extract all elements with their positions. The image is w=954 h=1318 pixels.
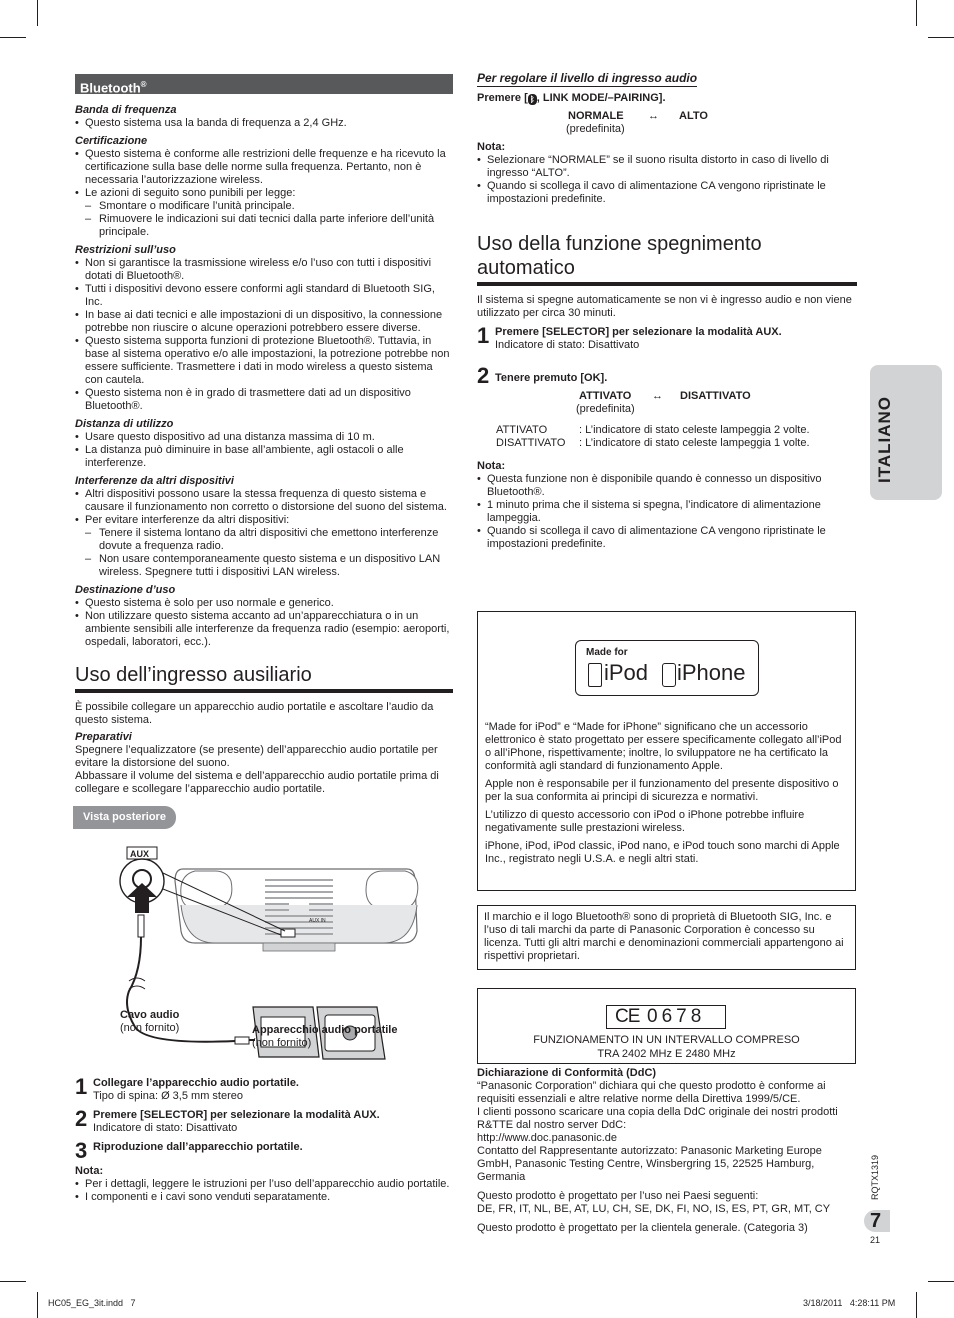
aux-jack-label: AUX — [130, 849, 150, 859]
list-item: • Altri dispositivi possono usare la stessa frequenza di questo sistema e causare il funzionamento non corretto o distorsione del suono del sistema. — [75, 488, 453, 514]
level-press — [477, 92, 857, 105]
step-number: 1 — [75, 1074, 88, 1099]
page-sub-number: 21 — [870, 1235, 881, 1245]
list-item: • 1 minuto prima che il sistema si spegna, l’indicatore di alimentazione lampeggia. — [477, 499, 857, 525]
doc-code: RQTX1319 — [870, 1154, 880, 1200]
prep-heading: Preparativi — [75, 731, 132, 743]
freq-range-line-1: FUNZIONAMENTO IN UN INTERVALLO COMPRESO — [533, 1034, 800, 1046]
restr-heading: Restrizioni sull’uso — [75, 244, 176, 256]
list-item: • Questo sistema usa la banda di frequenza a 2,4 GHz. — [75, 117, 453, 130]
freq-range-line-2: TRA 2402 MHz E 2480 MHz — [597, 1048, 736, 1060]
aux-connection-illustration — [75, 831, 453, 1071]
cable-caption — [120, 1009, 179, 1035]
ce-mark: CE — [615, 1006, 640, 1027]
registered-mark: ® — [140, 80, 147, 89]
apple-paragraph: “Made for iPod” e “Made for iPhone” significano che un accessorio elettronico è stato progettato per essere specificamente collegato all’iPod o all’iPhone, rispettivamente; inoltre, lo sviluppatore ne ha certificato la conformità agli standard di funzionamento Apple. — [485, 721, 842, 772]
interf-dash-list — [75, 527, 453, 579]
row-value: : L’indicatore di stato celeste lampeggia 2 volte. — [579, 424, 810, 436]
iphone-icon — [662, 663, 676, 687]
dist-list — [75, 431, 453, 470]
list-item: – Smontare o modificare l’unità principale. — [75, 200, 453, 213]
restr-list — [75, 257, 453, 413]
level-default: (predefinita) — [566, 123, 625, 135]
step-number: 1 — [477, 323, 490, 348]
level-heading: Per regolare il livello di ingresso audio — [477, 71, 698, 85]
list-item: • Questo sistema non è in grado di trasmettere dati ad un dispositivo Bluetooth®. — [75, 387, 453, 413]
aux-nota-list — [75, 1178, 453, 1204]
interf-list — [75, 488, 453, 527]
level-options — [477, 105, 857, 133]
cable-sub: (non fornito) — [120, 1022, 180, 1034]
dest-heading: Destinazione d’uso — [75, 584, 176, 596]
level-normale: NORMALE — [568, 110, 624, 122]
bluetooth-icon: ᛒ — [528, 94, 537, 105]
step-title: Collegare l’apparecchio audio portatile. — [93, 1077, 299, 1089]
prep-text-2: Abbassare il volume del sistema e dell’apparecchio audio portatile prima di collegare e scollegare l’apparecchio audio portatile. — [75, 770, 439, 795]
ddc-countries: DE, FR, IT, NL, BE, AT, LU, CH, SE, DK, FI, NO, IS, ES, PT, GR, MT, CY — [477, 1203, 831, 1215]
aux-intro: È possibile collegare un apparecchio audio portatile e ascoltare l’audio da questo sistema. — [75, 701, 434, 726]
footer-timestamp: 3/18/2011 4:28:11 PM — [803, 1298, 896, 1308]
made-for-ipod-iphone-logo — [575, 640, 759, 696]
list-item: • Questo sistema è conforme alle restrizioni delle frequenze e ha ricevuto la certificazione sulla base delle norme sulla frequenza. Pertanto, non è necessaria l’autorizzazione wireless. — [75, 148, 453, 187]
apple-paragraph: Apple non è responsabile per il funzionamento del presente dispositivo o per la sua conformita ai principi di sicurezza e normativi. — [485, 778, 839, 803]
list-item: • Selezionare “NORMALE” se il suono risulta distorto in caso di livello di ingresso “ALTO”. — [477, 154, 857, 180]
list-item: • Questo sistema supporta funzioni di protezione Bluetooth®. Tuttavia, in base al sistema operativo e/o alle impostazioni, la potrezione potrebbe non essere sufficiente. Trasmettere i dati in modo wireless a questo sistema con cautela. — [75, 335, 453, 387]
step-number: 2 — [75, 1106, 88, 1131]
list-item: • La distanza può diminuire in base all’ambiente, agli ostacoli o alle interferenze. — [75, 444, 453, 470]
level-press-prefix: Premere [ — [477, 92, 528, 104]
step-detail: Indicatore di stato: Disattivato — [93, 1122, 238, 1134]
list-item: • Non utilizzare questo sistema accanto ad un’apparecchiatura o in un ambiente sensibili alle interferenze da frequenza radio (esempio: aeroporti, ospedali, laboratori, ecc.). — [75, 610, 453, 649]
level-arrow-icon: ↔ — [648, 110, 659, 122]
list-item: • Per i dettagli, leggere le istruzioni per l’uso dell’apparecchio audio portatile. — [75, 1178, 453, 1191]
aux-in-label: AUX IN — [309, 918, 326, 924]
apple-paragraph: iPhone, iPod, iPod classic, iPod nano, e iPod touch sono marchi di Apple Inc., registrato negli U.S.A. e negli altri stati. — [485, 840, 840, 865]
step-number: 2 — [477, 363, 490, 388]
auto-off-intro: Il sistema si spegne automaticamente se non vi è ingresso audio e non viene utilizzato per circa 30 minuti. — [477, 294, 852, 319]
interf-heading: Interferenze da altri dispositivi — [75, 475, 234, 487]
row-key: DISATTIVATO — [496, 437, 566, 449]
auto-nota-heading: Nota: — [477, 460, 506, 472]
madefor-small: Made for — [586, 647, 628, 658]
list-item: • I componenti e i cavi sono venduti separatamente. — [75, 1191, 453, 1204]
cert-list — [75, 148, 453, 200]
bt-trademark-box — [477, 905, 856, 970]
aux-section-title: Uso dell’ingresso ausiliario — [75, 663, 453, 693]
step-detail: Indicatore di stato: Disattivato — [495, 339, 640, 351]
list-item: • Tutti i dispositivi devono essere conformi agli standard di Bluetooth SIG, Inc. — [75, 283, 453, 309]
bluetooth-section-header — [75, 74, 453, 94]
prep-text-1: Spegnere l’equalizzatore (se presente) dell’apparecchio audio portatile per evitare la distorsione del suono. — [75, 744, 438, 769]
opt-attivato: ATTIVATO — [579, 390, 632, 402]
step-title: Premere [SELECTOR] per selezionare la modalità AUX. — [93, 1109, 380, 1121]
aux-step-3 — [75, 1138, 453, 1163]
dest-list — [75, 597, 453, 649]
auto-options — [477, 386, 857, 416]
language-tab — [870, 365, 942, 500]
step-detail: Tipo di spina: Ø 3,5 mm stereo — [93, 1090, 243, 1102]
ddc-paragraph: Questo prodotto è progettato per la clientela generale. (Categoria 3) — [477, 1222, 808, 1234]
apple-text — [485, 721, 847, 866]
row-key: ATTIVATO — [496, 424, 548, 436]
ddc-url: http://www.doc.panasonic.de — [477, 1132, 618, 1144]
ddc-paragraph: Questo prodotto è progettato per l’uso nei Paesi seguenti: — [477, 1190, 759, 1202]
auto-step-1 — [477, 323, 857, 352]
aux-nota-heading: Nota: — [75, 1165, 104, 1177]
auto-default: (predefinita) — [576, 403, 635, 415]
portable-label: Apparecchio audio portatile — [252, 1024, 398, 1036]
aux-step-2 — [75, 1106, 453, 1135]
ipod-icon — [588, 663, 602, 687]
aux-step-1 — [75, 1074, 453, 1103]
cert-dash-list — [75, 200, 453, 239]
list-item: • Quando si scollega il cavo di alimentazione CA vengono ripristinate le impostazioni predefinite. — [477, 180, 857, 206]
level-press-suffix: , LINK MODE/–PAIRING]. — [536, 92, 666, 104]
language-tab-label: ITALIANO — [875, 395, 894, 483]
list-item: • Per evitare interferenze da altri dispositivi: — [75, 514, 453, 527]
list-item: • Usare questo dispositivo ad una distanza massima di 10 m. — [75, 431, 453, 444]
bt-trademark-text: Il marchio e il logo Bluetooth® sono di proprietà di Bluetooth SIG, Inc. e l’uso di tali marchi da parte di Panasonic Corporation è concesso su licenza. Tutti gli altri marchi e denominazioni commerciali appartengono ai rispettivi proprietari. — [484, 911, 844, 962]
step-title: Tenere premuto [OK]. — [495, 372, 608, 384]
list-item: • Questo sistema è solo per uso normale e generico. — [75, 597, 453, 610]
level-nota-list — [477, 154, 857, 206]
list-item: • Non si garantisce la trasmissione wireless e/o l’uso con tutti i dispositivi dotati di Bluetooth®. — [75, 257, 453, 283]
level-nota-heading: Nota: — [477, 141, 506, 153]
ddc-heading: Dichiarazione di Conformità (DdC) — [477, 1067, 657, 1079]
ddc-section — [477, 1067, 857, 1235]
step-number: 3 — [75, 1138, 88, 1163]
apple-notice-box — [477, 611, 856, 891]
rear-view-label: Vista posteriore — [73, 806, 176, 829]
ce-number: 0678 — [647, 1006, 706, 1027]
auto-status-table — [477, 424, 857, 452]
ddc-paragraph: “Panasonic Corporation” dichiara qui che questo prodotto è conforme ai requisiti essenziali e altre relative norme della Direttiva 1999/5/CE. — [477, 1080, 826, 1105]
dist-heading: Distanza di utilizzo — [75, 418, 174, 430]
step-title: Riproduzione dall’apparecchio portatile. — [93, 1141, 303, 1153]
row-value: : L’indicatore di stato celeste lampeggia 1 volte. — [579, 437, 810, 449]
ddc-paragraph: Contatto del Rappresentante autorizzato: Panasonic Marketing Europe GmbH, Panasonic Testing Centre, Winsbergring 15, 22525 Hamburg, Germania — [477, 1145, 822, 1183]
auto-nota-list — [477, 473, 857, 551]
freq-heading: Banda di frequenza — [75, 104, 177, 116]
left-column — [75, 74, 453, 1204]
list-item: – Tenere il sistema lontano da altri dispositivi che emettono interferenze dovute a frequenza radio. — [75, 527, 453, 553]
list-item: – Rimuovere le indicazioni sui dati tecnici dalla parte inferiore dell’unità principale. — [75, 213, 453, 239]
madefor-iphone: iPhone — [677, 660, 746, 685]
portable-sub: (non fornito) — [252, 1037, 312, 1049]
step-title: Premere [SELECTOR] per selezionare la modalità AUX. — [495, 326, 782, 338]
madefor-ipod: iPod — [604, 660, 649, 685]
list-item: • Quando si scollega il cavo di alimentazione CA vengono ripristinate le impostazioni predefinite. — [477, 525, 857, 551]
page-number-badge — [864, 1210, 890, 1232]
auto-arrow-icon: ↔ — [652, 390, 663, 402]
list-item: – Non usare contemporaneamente questo sistema e un dispositivo LAN wireless. Spegnere tutti i dispositivi LAN wireless. — [75, 553, 453, 579]
list-item: • Questa funzione non è disponibile quando è connesso un dispositivo Bluetooth®. — [477, 473, 857, 499]
right-column — [477, 72, 857, 551]
cable-label: Cavo audio — [120, 1009, 180, 1021]
level-alto: ALTO — [679, 110, 708, 122]
freq-list — [75, 117, 453, 130]
auto-off-title: Uso della funzione spegnimento automatico — [477, 232, 857, 286]
list-item: • Le azioni di seguito sono punibili per legge: — [75, 187, 453, 200]
ce-mark-frame — [606, 1005, 726, 1029]
opt-disattivato: DISATTIVATO — [680, 390, 751, 402]
list-item: • In base ai dati tecnici e alle impostazioni di un dispositivo, la connessione potrebbe non riuscire o alcune operazioni potrebbero essere diverse. — [75, 309, 453, 335]
ddc-paragraph: I clienti possono scaricare una copia della DdC originale dei nostri prodotti R&TTE dal nostro server DdC: — [477, 1106, 838, 1131]
footer-file: HC05_EG_3it.indd 7 — [48, 1298, 136, 1308]
bluetooth-title: Bluetooth — [80, 80, 141, 96]
apple-paragraph: L’utilizzo di questo accessorio con iPod o iPhone potrebbe influire negativamente sulle prestazioni wireless. — [485, 809, 805, 834]
ce-box — [477, 988, 856, 1064]
auto-step-2 — [477, 363, 857, 388]
portable-caption — [252, 1024, 397, 1050]
cert-heading: Certificazione — [75, 135, 148, 147]
page-number: 7 — [870, 1210, 882, 1232]
